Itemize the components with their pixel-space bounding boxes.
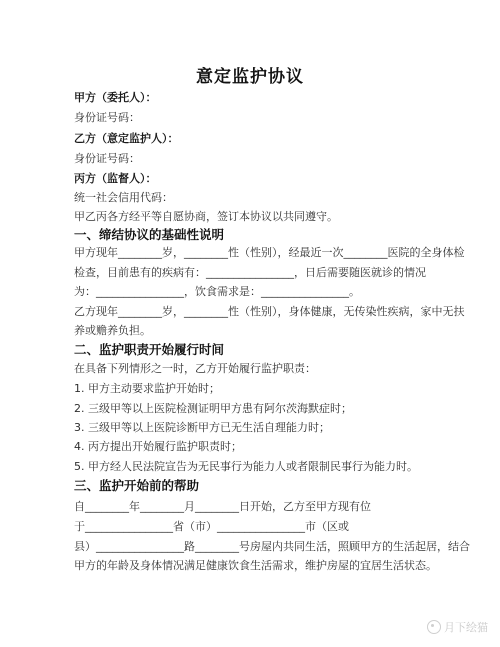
section3-line: 自________年________月________日开始，乙方至甲方现有位 (74, 500, 371, 513)
section1-line: 甲方现年________岁，________性（性别），经最近一次________医院的全身体检 (74, 246, 465, 259)
section2-heading: 二、监护职责开始履行时间 (74, 342, 225, 357)
party-a-id-label: 身份证号码： (74, 111, 140, 124)
watermark (427, 619, 488, 635)
section3-heading: 三、监护开始前的帮助 (74, 478, 200, 493)
watermark-text: 月下绘猫 (444, 621, 488, 634)
section3-line: 于________________省（市）________________市（区或 (74, 520, 349, 533)
party-c-credit-label: 统一社会信用代码： (74, 191, 173, 204)
watermark-icon (427, 620, 441, 634)
party-c-label: 丙方（监督人）： (74, 172, 157, 185)
list-item: 2. 三级甲等以上医院检测证明甲方患有阿尔茨海默症时； (74, 402, 352, 415)
section3-line: 甲方的年龄及身体情况满足健康饮食生活需求，维护房屋的宜居生活状态。 (74, 559, 437, 572)
section2-intro: 在具备下列情形之一时，乙方开始履行监护职责： (74, 362, 316, 375)
list-item: 3. 三级甲等以上医院诊断甲方已无生活自理能力时； (74, 421, 330, 434)
party-a-label: 甲方（委托人）： (74, 91, 157, 104)
intro-text: 甲乙丙各方经平等自愿协商，签订本协议以共同遵守。 (74, 210, 338, 223)
list-item: 5. 甲方经人民法院宣告为无民事行为能力人或者限制民事行为能力时。 (74, 460, 418, 473)
section1-line: 养或赡养负担。 (74, 324, 151, 337)
list-item: 1. 甲方主动要求监护开始时； (74, 382, 220, 395)
section1-heading: 一、缔结协议的基础性说明 (74, 227, 225, 242)
party-b-id-label: 身份证号码： (74, 152, 140, 165)
section3-line: 县）________________路________号房屋内共同生活，照顾甲方的生活起居，结合 (74, 540, 470, 553)
list-item: 4. 丙方提出开始履行监护职责时； (74, 440, 242, 453)
party-b-label: 乙方（意定监护人）： (74, 132, 179, 145)
section1-line: 为：________________，饮食需求是：________________。 (74, 285, 360, 298)
section1-line: 乙方现年________岁，________性（性别），身体健康，无传染性疾病，家中无扶 (74, 305, 465, 318)
document-title: 意定监护协议 (196, 67, 304, 87)
section1-line: 检查，目前患有的疾病有：________________，日后需要随医就诊的情况 (74, 266, 426, 279)
